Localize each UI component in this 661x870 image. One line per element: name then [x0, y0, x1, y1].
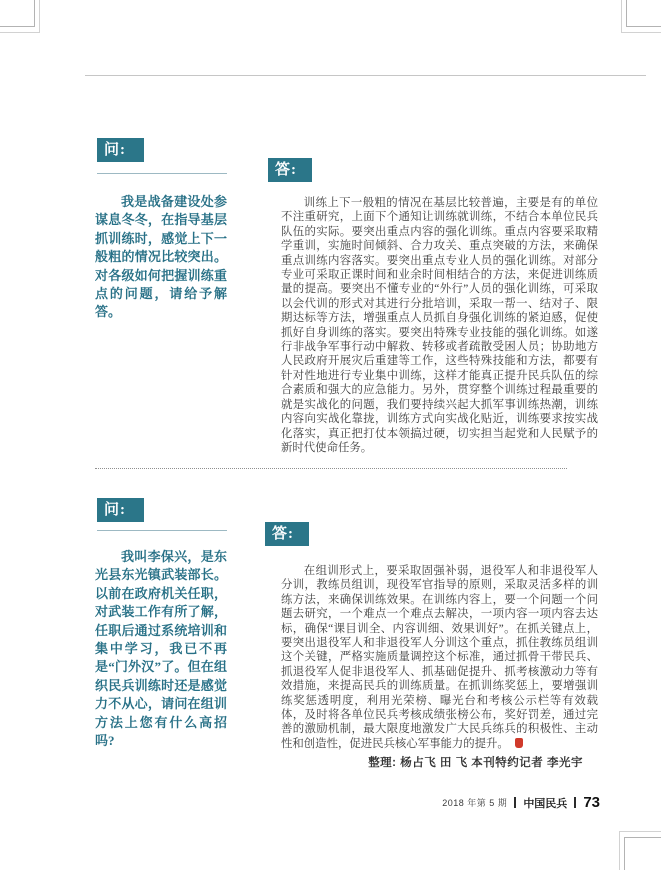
footer-separator-icon — [574, 797, 576, 808]
answer-text — [281, 564, 598, 751]
answer-text: 训练上下一般粗的情况在基层比较普遍，主要是有的单位不注重研究，上面下个通知让训练就训练，不结合本单位民兵队伍的实际。要突出重点内容的强化训练。重点内容要采取精学重训，实施时间倾斜、合力攻关、重点突破的方法，来确保重点训练内容落实。要突出重点专业人员的强化训练。对部分专业可采取正课时间和业余时间相结合的方法，来促进训练质量的提高。要突出不懂专业的“外行”人员的强化训练，可采取以会代训的形式对其进行分批培训，采取一帮一、结对子、限期达标等方法，增强重点人员抓自身强化训练的紧迫感，促使抓好自身训练的落实。要突出特殊专业技能的强化训练。如遂行非战争军事行动中解救、转移或者疏散受困人员；协助地方人民政府开展灾后重建等工作，这些特殊技能和方法，都要有针对性地进行专业集中训练，这样才能真正提升民兵队伍的综合素质和强大的应急能力。另外，贯穿整个训练过程最重要的就是实战化的问题，我们要持续兴起大抓军事训练热潮，训练内容向实战化靠拢，训练方式向实战化贴近，训练要求按实战化落实，真正把打仗本领搞过硬，切实担当起党和人民赋予的新时代使命任务。 — [281, 197, 598, 454]
answer-text-content: 在组训形式上，要采取固强补弱，退役军人和非退役军人分训，教练员组训，现役军官指导的原则，采取灵活多样的训练方法，来确保训练效果。在训练内容上，要一个问题一个问题去研究，一个难点一个难点去解决，一项内容一项内容去达标，确保“课目训全、内容训细、效果训好”。在抓关键点上，要突出退役军人和非退役军人分训这个重点，抓住教练员组训这个关键，严格实施质量调控这个标准，通过抓骨干带民兵、抓退役军人促非退役军人、抓基础促提升、抓考核激动力等有效措施，来提高民兵的训练质量。在抓训练奖惩上，要增强训练奖惩透明度，利用光荣榜、曝光台和考核公示栏等有效载体，及时将各单位民兵考核成绩张榜公布，奖好罚差，通过完善的激励机制，最大限度地激发广大民兵练兵的积极性、主动性和创造性，促进民兵核心军事能力的提升。 — [281, 565, 598, 750]
answer-label: 答: — [265, 522, 309, 546]
page-footer — [442, 794, 600, 811]
question-label: 问: — [97, 138, 144, 162]
footer-separator-icon — [514, 797, 516, 808]
crop-mark-top-right-icon — [626, 0, 661, 27]
question-text: 我是战备建设处参谋息冬冬，在指导基层抓训练时，感觉上下一般粗的情况比较突出。对各级如何把握训练重点的问题，请给予解答。 — [95, 194, 227, 320]
question-label: 问: — [97, 498, 144, 522]
question-underline — [97, 173, 227, 174]
question-text: 我叫李保兴，是东光县东光镇武装部长。以前在政府机关任职，对武装工作有所了解，任职后通过系统培训和集中学习，我已不再是“门外汉”了。但在组织民兵训练时还是感觉力不从心，请问在组训方法上您有什么高招吗? — [95, 549, 227, 749]
crop-mark-top-left-icon — [0, 0, 35, 27]
footer-magazine-name: 中国民兵 — [523, 797, 568, 810]
question-underline — [97, 530, 227, 531]
section-divider — [95, 468, 567, 469]
header-rule — [85, 75, 646, 76]
answer-label: 答: — [268, 158, 312, 182]
footer-page-number: 73 — [583, 794, 600, 811]
end-of-article-icon — [515, 738, 523, 748]
crop-mark-bottom-right-icon — [624, 837, 661, 870]
footer-issue: 2018 年第 5 期 — [442, 798, 508, 808]
byline: 整理: 杨占飞 田 飞 本刊特约记者 李光宇 — [368, 757, 583, 769]
